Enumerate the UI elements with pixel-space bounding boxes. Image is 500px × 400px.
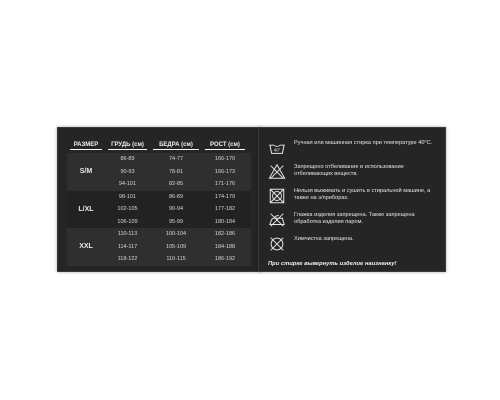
size-label: L/XL: [78, 205, 94, 213]
hips-cell: 95-99: [168, 218, 184, 225]
table-row: [105, 153, 251, 166]
care-list: [268, 139, 438, 267]
no-tumble-dry-icon: [268, 187, 286, 205]
hips-cell: 100-104: [165, 231, 187, 238]
size-group-lxl: [67, 191, 251, 229]
chest-cell: 102-105: [117, 206, 138, 213]
care-text: Ручная или машинная стирка при температуре 40°С.: [294, 140, 433, 146]
care-instructions-card: [258, 127, 446, 272]
no-bleach-icon: [268, 163, 286, 181]
table-row: [105, 228, 251, 241]
hips-cell: 110-115: [166, 256, 186, 263]
height-cell: 186-192: [214, 256, 236, 263]
table-row: [105, 191, 251, 204]
size-table: [67, 138, 251, 266]
chest-cell: 94-101: [118, 181, 137, 188]
table-row: [105, 216, 251, 229]
header-hips: БЕДРА (см): [153, 142, 199, 150]
table-row: [105, 178, 251, 191]
height-cell: 166-173: [214, 168, 236, 175]
chest-cell: 106-109: [117, 218, 138, 225]
wash-40-icon: [268, 139, 286, 157]
chest-cell: 86-89: [120, 156, 135, 163]
hips-cell: 74-77: [168, 156, 184, 163]
height-cell: 166-170: [214, 156, 236, 163]
table-row: [105, 253, 251, 266]
wash-inside-out-note: При стирке вывернуть изделие наизнанку!: [268, 261, 397, 267]
hips-cell: 105-109: [165, 243, 187, 250]
care-text: Глажка изделия запрещена. Также запрещена обработка изделия паром.: [294, 212, 415, 225]
no-dry-clean-icon: [268, 235, 286, 253]
hips-cell: 82-85: [168, 181, 184, 188]
table-header: [67, 138, 251, 153]
care-item-iron: [268, 211, 438, 235]
size-chart-card: [57, 127, 261, 272]
care-item-wash: [268, 139, 438, 163]
header-size: РАЗМЕР: [70, 142, 102, 150]
hips-cell: 78-81: [168, 168, 184, 175]
chest-cell: 118-122: [117, 256, 138, 263]
size-label: XXL: [79, 243, 93, 251]
wash-temp-label: 40°: [273, 147, 281, 153]
height-cell: 184-188: [214, 243, 236, 250]
height-cell: 174-179: [214, 193, 236, 200]
care-text: Химчистка запрещена.: [294, 236, 354, 242]
care-text: Запрещено отбеливание и использование отбеливающих веществ.: [294, 164, 404, 177]
care-item-dryclean: [268, 235, 438, 259]
height-cell: 182-186: [214, 231, 236, 238]
chest-cell: 90-93: [120, 168, 135, 175]
size-group-xxl: [67, 228, 251, 266]
care-item-bleach: [268, 163, 438, 187]
header-height: РОСТ (см): [205, 142, 245, 150]
care-item-dry: [268, 187, 438, 211]
size-group-sm: [67, 153, 251, 191]
height-cell: 171-176: [214, 181, 236, 188]
table-row: [105, 166, 251, 179]
care-text: Нельзя выжимать и сушить в стиральной машине, а также на э/приборах.: [294, 188, 431, 201]
height-cell: 180-184: [214, 218, 236, 225]
hips-cell: 86-89: [168, 193, 184, 200]
hips-cell: 90-94: [168, 206, 184, 213]
no-iron-icon: [268, 211, 286, 229]
chest-cell: 98-101: [118, 193, 137, 200]
header-chest: ГРУДЬ (см): [108, 142, 147, 150]
table-row: [105, 241, 251, 254]
size-label: S/M: [79, 168, 93, 176]
height-cell: 177-182: [214, 206, 236, 213]
chest-cell: 114-117: [117, 243, 138, 250]
table-row: [105, 203, 251, 216]
chest-cell: 110-113: [117, 231, 138, 238]
